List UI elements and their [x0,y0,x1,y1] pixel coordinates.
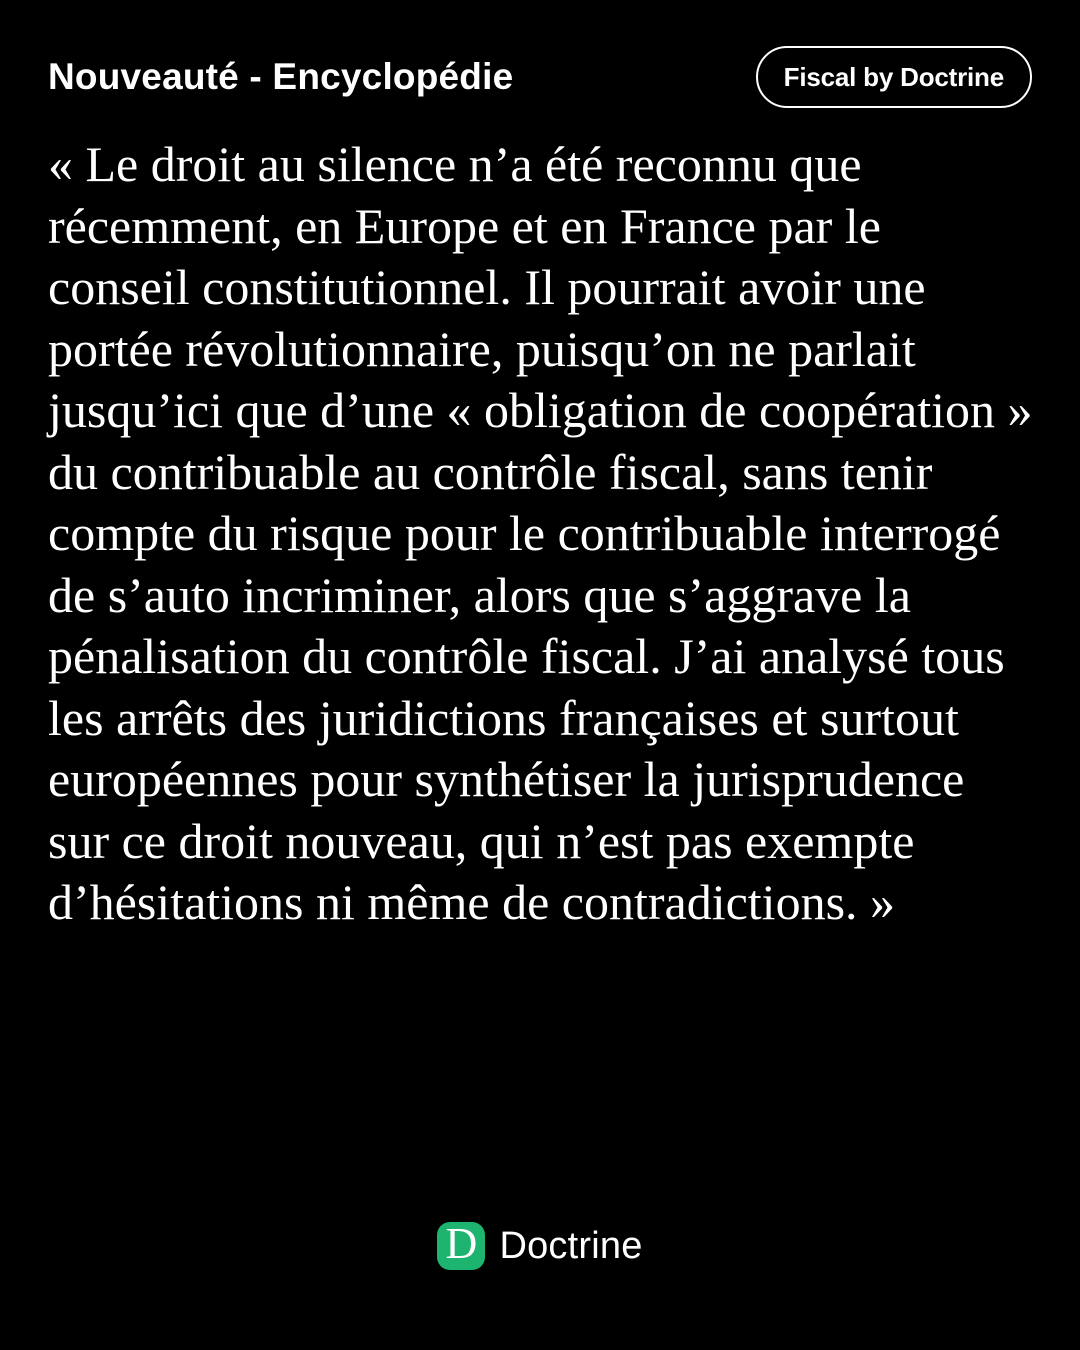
quote-line: sur ce droit nouveau, qui n’est pas exempte [48,812,915,869]
quote-line: pénalisation du contrôle fiscal. J’ai analysé tous [48,628,1005,684]
quote-line: compte du risque pour le contribuable interrogé [48,505,1001,561]
quote-block [48,134,1080,934]
doctrine-logo-icon [437,1219,485,1270]
page-title: Nouveauté - Encyclopédie [48,56,514,97]
fiscal-by-doctrine-badge: Fiscal by Doctrine [756,46,1032,108]
quote-line: les arrêts des juridictions françaises et surtout [48,689,959,746]
doctrine-wordmark: Doctrine [499,1224,643,1267]
quote-line: portée révolutionnaire, puisqu’on ne parlait [48,320,916,377]
quote-line: d’hésitations ni même de contradictions. » [48,874,896,930]
quote-line: « Le droit au silence n’a été reconnu que [48,136,862,192]
quote-line: du contribuable au contrôle fiscal, sans tenir [48,443,933,500]
doctrine-logo [0,1219,1080,1270]
quote-line: de s’auto incriminer, alors que s’aggrave la [48,566,911,623]
header [0,0,1080,108]
quote-line: jusqu’ici que d’une « obligation de coopération » [48,382,1033,438]
quote-line: européennes pour synthétiser la jurisprudence [48,751,965,807]
quote-line: récemment, en Europe et en France par le [48,197,881,254]
logo-letter: D [445,1219,478,1268]
quote-line: conseil constitutionnel. Il pourrait avoir une [48,259,926,315]
